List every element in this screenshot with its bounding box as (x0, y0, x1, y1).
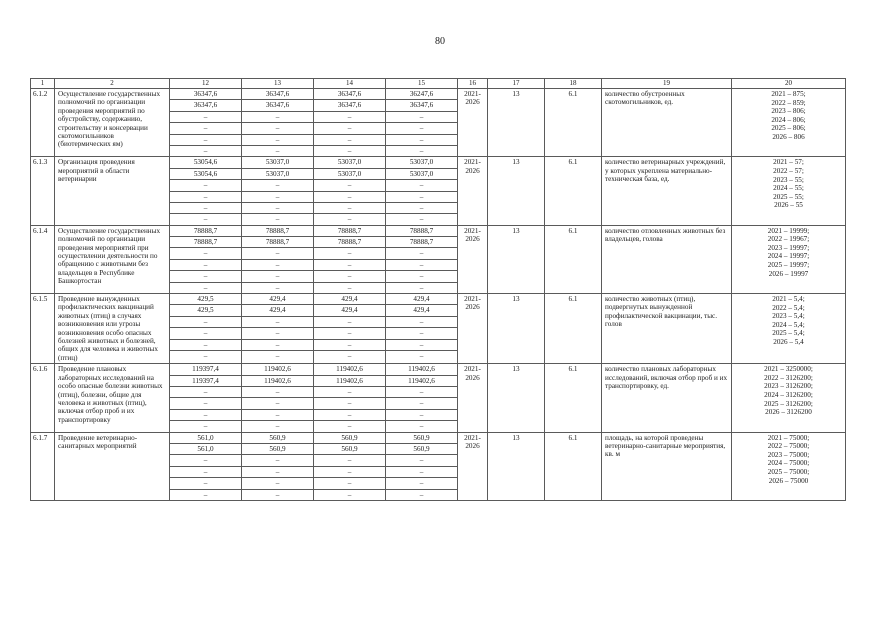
implementation-years: 2021-2026 (458, 157, 488, 225)
funding-column-c12 (170, 225, 242, 293)
funding-value: – (242, 135, 313, 146)
funding-column-c12 (170, 432, 242, 500)
funding-value: 36347,6 (242, 89, 313, 100)
column-header: 14 (314, 79, 386, 89)
funding-value: – (386, 328, 457, 339)
funding-column-c14 (314, 225, 386, 293)
funding-value: – (386, 455, 457, 466)
target-values (732, 294, 846, 364)
column-17-value: 13 (488, 432, 545, 500)
target-value: 2022 – 75000; (767, 442, 810, 451)
funding-value: – (314, 248, 385, 259)
funding-value: – (314, 112, 385, 123)
target-value: 2026 – 19997 (768, 269, 809, 278)
funding-value: – (242, 123, 313, 134)
funding-value: 78888,7 (386, 226, 457, 237)
implementation-years: 2021-2026 (458, 225, 488, 293)
funding-value: 119397,4 (170, 364, 241, 375)
funding-value: 53037,0 (314, 157, 385, 168)
funding-value: – (419, 351, 424, 360)
target-value: 2025 – 75000; (767, 468, 810, 476)
column-17-value: 13 (488, 225, 545, 293)
target-value: 2021 – 875; (771, 90, 806, 98)
funding-value: 36347,6 (314, 89, 385, 100)
target-value: 2023 – 75000; (767, 450, 810, 459)
target-values (732, 432, 846, 500)
target-value: 2026 – 3126200 (765, 408, 812, 417)
target-value: 2025 – 55; (773, 192, 804, 201)
funding-column-c14 (314, 432, 386, 500)
funding-value: – (314, 317, 385, 328)
target-value: 2026 – 5,4 (773, 338, 804, 346)
funding-value: 36247,6 (386, 89, 457, 100)
funding-value: 78888,7 (170, 237, 241, 248)
funding-value: – (242, 387, 313, 398)
funding-value: 561,0 (170, 433, 241, 444)
indicator-name: количество отловленных животных без владельцев, голова (602, 225, 732, 293)
indicator-name: количество животных (птиц), подвергнутых вынужденной профилактической вакцинации, тыс. голов (602, 294, 732, 364)
column-17-value: 13 (488, 157, 545, 225)
funding-value: – (347, 283, 352, 292)
funding-value: 119402,6 (386, 364, 457, 375)
funding-value: – (242, 328, 313, 339)
funding-value: – (203, 283, 208, 292)
funding-value: – (203, 490, 208, 499)
funding-value: 560,9 (242, 444, 313, 455)
funding-value: – (314, 340, 385, 351)
funding-value: – (170, 398, 241, 409)
target-value: 2024 – 55; (773, 184, 804, 193)
funding-value: – (347, 215, 352, 224)
column-numbers-row (31, 79, 846, 89)
funding-value: – (386, 478, 457, 489)
funding-value: 36347,6 (170, 89, 241, 100)
funding-value: 429,4 (386, 294, 457, 305)
funding-value: – (170, 203, 241, 214)
funding-value: – (386, 271, 457, 282)
column-header: 12 (170, 79, 242, 89)
funding-value: – (314, 398, 385, 409)
funding-value: – (347, 490, 352, 499)
funding-value: – (419, 422, 424, 431)
target-value: 2025 – 5,4; (772, 329, 805, 338)
funding-column-c12 (170, 294, 242, 364)
funding-value: – (170, 478, 241, 489)
activity-name: Осуществление государственных полномочий по организации проведения мероприятий по обустройству, содержанию, строительству и консервации скотомогильников (биотермических ям) (55, 89, 170, 157)
funding-value: – (386, 340, 457, 351)
activity-name: Проведение вынужденных профилактических вакцинаций животных (птиц) в случаях возникновения или угрозы возникновения особо опасных болезней животных и болезней, общих для человека и животных (птиц) (55, 294, 170, 364)
funding-value: – (275, 351, 280, 360)
target-values (732, 89, 846, 157)
funding-column-c12 (170, 364, 242, 432)
funding-value: – (242, 317, 313, 328)
funding-value: – (170, 260, 241, 271)
funding-value: – (242, 192, 313, 203)
funding-value: 119402,6 (242, 364, 313, 375)
target-value: 2022 – 57; (773, 166, 804, 175)
funding-value: 78888,7 (314, 226, 385, 237)
implementation-years: 2021-2026 (458, 89, 488, 157)
funding-column-c15 (386, 432, 458, 500)
target-value: 2024 – 75000; (767, 459, 810, 468)
funding-column-c13 (242, 89, 314, 157)
target-values (732, 157, 846, 225)
funding-value: – (170, 271, 241, 282)
funding-column-c13 (242, 432, 314, 500)
funding-column-c15 (386, 225, 458, 293)
funding-column-c15 (386, 294, 458, 364)
funding-column-c14 (314, 89, 386, 157)
funding-column-c14 (314, 294, 386, 364)
funding-value: – (203, 146, 208, 155)
target-value: 2021 – 3250000; (764, 365, 813, 374)
target-value: 2021 – 75000; (767, 433, 810, 442)
target-value: 2023 – 55; (773, 175, 804, 184)
funding-value: – (242, 203, 313, 214)
funding-value: – (314, 455, 385, 466)
funding-value: 78888,7 (242, 237, 313, 248)
target-value: 2021 – 57; (773, 158, 804, 167)
target-value: 2024 – 3126200; (764, 391, 813, 400)
funding-value: – (242, 478, 313, 489)
funding-value: – (314, 271, 385, 282)
column-18-value: 6.1 (545, 89, 602, 157)
indicator-name: количество обустроенных скотомогильников, ед. (602, 89, 732, 157)
column-header: 13 (242, 79, 314, 89)
funding-value: 560,9 (386, 444, 457, 455)
funding-value: – (203, 215, 208, 224)
funding-value: 53037,0 (242, 157, 313, 168)
target-value: 2023 – 3126200; (764, 382, 813, 391)
target-value: 2023 – 19997; (767, 243, 810, 252)
funding-value: 119402,6 (314, 376, 385, 387)
activity-name: Организация проведения мероприятий в области ветеринарии (55, 157, 170, 225)
target-value: 2021 – 19999; (767, 226, 810, 235)
funding-value: 560,9 (314, 433, 385, 444)
funding-value: 36347,6 (170, 100, 241, 111)
funding-value: – (386, 135, 457, 146)
target-value: 2023 – 5,4; (772, 312, 805, 321)
column-17-value: 13 (488, 89, 545, 157)
funding-value: – (314, 328, 385, 339)
target-value: 2024 – 806; (771, 115, 806, 124)
table-row (31, 432, 846, 500)
funding-value: – (242, 112, 313, 123)
funding-value: 53054,6 (170, 157, 241, 168)
target-values (732, 364, 846, 432)
funding-value: – (242, 260, 313, 271)
funding-value: – (386, 410, 457, 421)
indicator-name: количество плановых лабораторных исследований, включая отбор проб и их транспортировку, ед. (602, 364, 732, 432)
funding-value: – (242, 180, 313, 191)
funding-value: – (386, 317, 457, 328)
target-value: 2022 – 859; (771, 98, 806, 107)
funding-value: 119397,4 (170, 376, 241, 387)
table-row (31, 89, 846, 157)
column-17-value: 13 (488, 364, 545, 432)
target-value: 2024 – 19997; (767, 252, 810, 261)
target-value: 2022 – 5,4; (772, 303, 805, 312)
funding-value: – (386, 387, 457, 398)
funding-value: 78888,7 (170, 226, 241, 237)
funding-column-c14 (314, 364, 386, 432)
column-header: 18 (545, 79, 602, 89)
funding-value: – (314, 203, 385, 214)
funding-value: – (419, 490, 424, 499)
column-header: 1 (31, 79, 55, 89)
funding-value: – (386, 248, 457, 259)
target-value: 2026 – 806 (772, 132, 805, 141)
funding-value: – (386, 180, 457, 191)
table-row (31, 294, 846, 364)
funding-value: – (170, 410, 241, 421)
funding-value: – (275, 422, 280, 431)
table-row (31, 157, 846, 225)
funding-value: – (170, 192, 241, 203)
funding-value: – (275, 146, 280, 155)
implementation-years: 2021-2026 (458, 432, 488, 500)
funding-value: – (314, 260, 385, 271)
funding-value: 36347,6 (386, 100, 457, 111)
funding-value: – (386, 203, 457, 214)
row-code: 6.1.6 (31, 364, 55, 432)
funding-value: 78888,7 (242, 226, 313, 237)
funding-value: – (386, 260, 457, 271)
funding-column-c12 (170, 157, 242, 225)
funding-value: 560,9 (314, 444, 385, 455)
funding-value: – (347, 422, 352, 431)
implementation-years: 2021-2026 (458, 364, 488, 432)
column-header: 2 (55, 79, 170, 89)
program-table (30, 78, 846, 501)
funding-column-c15 (386, 89, 458, 157)
activity-name: Проведение ветеринарно-санитарных мероприятий (55, 432, 170, 500)
target-value: 2021 – 5,4; (772, 295, 805, 304)
column-18-value: 6.1 (545, 157, 602, 225)
funding-value: – (314, 478, 385, 489)
funding-value: – (170, 328, 241, 339)
funding-value: 429,4 (314, 305, 385, 316)
implementation-years: 2021-2026 (458, 294, 488, 364)
column-header: 15 (386, 79, 458, 89)
indicator-name: количество ветеринарных учреждений, у которых укреплена материально-техническая база, ед. (602, 157, 732, 225)
funding-value: – (242, 271, 313, 282)
funding-value: – (242, 467, 313, 478)
target-value: 2025 – 806; (771, 124, 806, 133)
funding-value: – (314, 410, 385, 421)
funding-value: – (170, 340, 241, 351)
target-value: 2024 – 5,4; (772, 320, 805, 329)
target-value: 2026 – 55 (774, 201, 803, 210)
funding-value: – (386, 467, 457, 478)
funding-value: 78888,7 (386, 237, 457, 248)
funding-value: 53054,6 (170, 169, 241, 180)
funding-value: 53037,0 (386, 157, 457, 168)
funding-value: – (242, 398, 313, 409)
column-18-value: 6.1 (545, 294, 602, 364)
funding-column-c13 (242, 364, 314, 432)
funding-value: – (386, 398, 457, 409)
row-code: 6.1.2 (31, 89, 55, 157)
funding-value: – (314, 467, 385, 478)
funding-value: 53037,0 (386, 169, 457, 180)
funding-value: – (386, 112, 457, 123)
funding-value: – (314, 123, 385, 134)
activity-name: Проведение плановых лабораторных исследований на особо опасные болезни животных (птиц), болезни, общие для человека и животных (птиц), включая отбор проб и их транспортировку (55, 364, 170, 432)
column-17-value: 13 (488, 294, 545, 364)
funding-value: 561,0 (170, 444, 241, 455)
funding-value: – (170, 248, 241, 259)
funding-value: – (275, 215, 280, 224)
funding-value: 119402,6 (242, 376, 313, 387)
funding-value: – (242, 410, 313, 421)
funding-value: – (170, 180, 241, 191)
target-value: 2023 – 806; (771, 107, 806, 116)
funding-value: 560,9 (242, 433, 313, 444)
target-value: 2025 – 3126200; (764, 399, 813, 408)
funding-value: – (314, 192, 385, 203)
funding-value: 36347,6 (314, 100, 385, 111)
row-code: 6.1.7 (31, 432, 55, 500)
target-value: 2022 – 19967; (767, 235, 810, 244)
target-value: 2026 – 75000 (768, 476, 809, 485)
funding-column-c13 (242, 294, 314, 364)
funding-value: – (170, 317, 241, 328)
funding-value: – (419, 283, 424, 292)
funding-value: – (419, 146, 424, 155)
row-code: 6.1.4 (31, 225, 55, 293)
funding-value: – (242, 340, 313, 351)
row-code: 6.1.5 (31, 294, 55, 364)
funding-value: 429,5 (170, 294, 241, 305)
target-values (732, 225, 846, 293)
funding-value: 36347,6 (242, 100, 313, 111)
indicator-name: площадь, на которой проведены ветеринарно-санитарные мероприятия, кв. м (602, 432, 732, 500)
funding-value: – (314, 387, 385, 398)
funding-value: 429,4 (242, 305, 313, 316)
row-code: 6.1.3 (31, 157, 55, 225)
funding-value: – (242, 248, 313, 259)
column-header: 20 (732, 79, 846, 89)
funding-value: – (275, 490, 280, 499)
target-value: 2022 – 3126200; (764, 373, 813, 382)
funding-value: – (314, 135, 385, 146)
funding-value: – (170, 455, 241, 466)
funding-column-c14 (314, 157, 386, 225)
funding-value: – (419, 215, 424, 224)
funding-column-c12 (170, 89, 242, 157)
funding-value: – (386, 123, 457, 134)
funding-value: 560,9 (386, 433, 457, 444)
funding-value: 429,4 (314, 294, 385, 305)
activity-name: Осуществление государственных полномочий по организации проведения мероприятий при осуществлении деятельности по обращению с животными без владельцев в Республике Башкортостан (55, 225, 170, 293)
funding-value: 53037,0 (242, 169, 313, 180)
funding-value: – (203, 422, 208, 431)
funding-value: 53037,0 (314, 169, 385, 180)
funding-value: – (170, 112, 241, 123)
funding-value: – (314, 180, 385, 191)
funding-column-c15 (386, 157, 458, 225)
target-value: 2025 – 19997; (767, 261, 810, 270)
funding-value: – (242, 455, 313, 466)
funding-value: 119402,6 (386, 376, 457, 387)
table-row (31, 225, 846, 293)
funding-value: – (386, 192, 457, 203)
funding-value: 119402,6 (314, 364, 385, 375)
funding-value: – (170, 123, 241, 134)
funding-column-c13 (242, 157, 314, 225)
funding-value: 429,4 (386, 305, 457, 316)
funding-value: 429,5 (170, 305, 241, 316)
table-row (31, 364, 846, 432)
funding-value: – (347, 146, 352, 155)
column-header: 19 (602, 79, 732, 89)
page-number: 80 (435, 36, 445, 47)
funding-value: 429,4 (242, 294, 313, 305)
funding-value: – (170, 387, 241, 398)
funding-value: – (275, 283, 280, 292)
column-header: 16 (458, 79, 488, 89)
column-header: 17 (488, 79, 545, 89)
funding-value: 78888,7 (314, 237, 385, 248)
funding-column-c15 (386, 364, 458, 432)
column-18-value: 6.1 (545, 225, 602, 293)
funding-column-c13 (242, 225, 314, 293)
funding-value: – (170, 467, 241, 478)
column-18-value: 6.1 (545, 364, 602, 432)
column-18-value: 6.1 (545, 432, 602, 500)
funding-value: – (347, 351, 352, 360)
funding-value: – (203, 351, 208, 360)
funding-value: – (170, 135, 241, 146)
